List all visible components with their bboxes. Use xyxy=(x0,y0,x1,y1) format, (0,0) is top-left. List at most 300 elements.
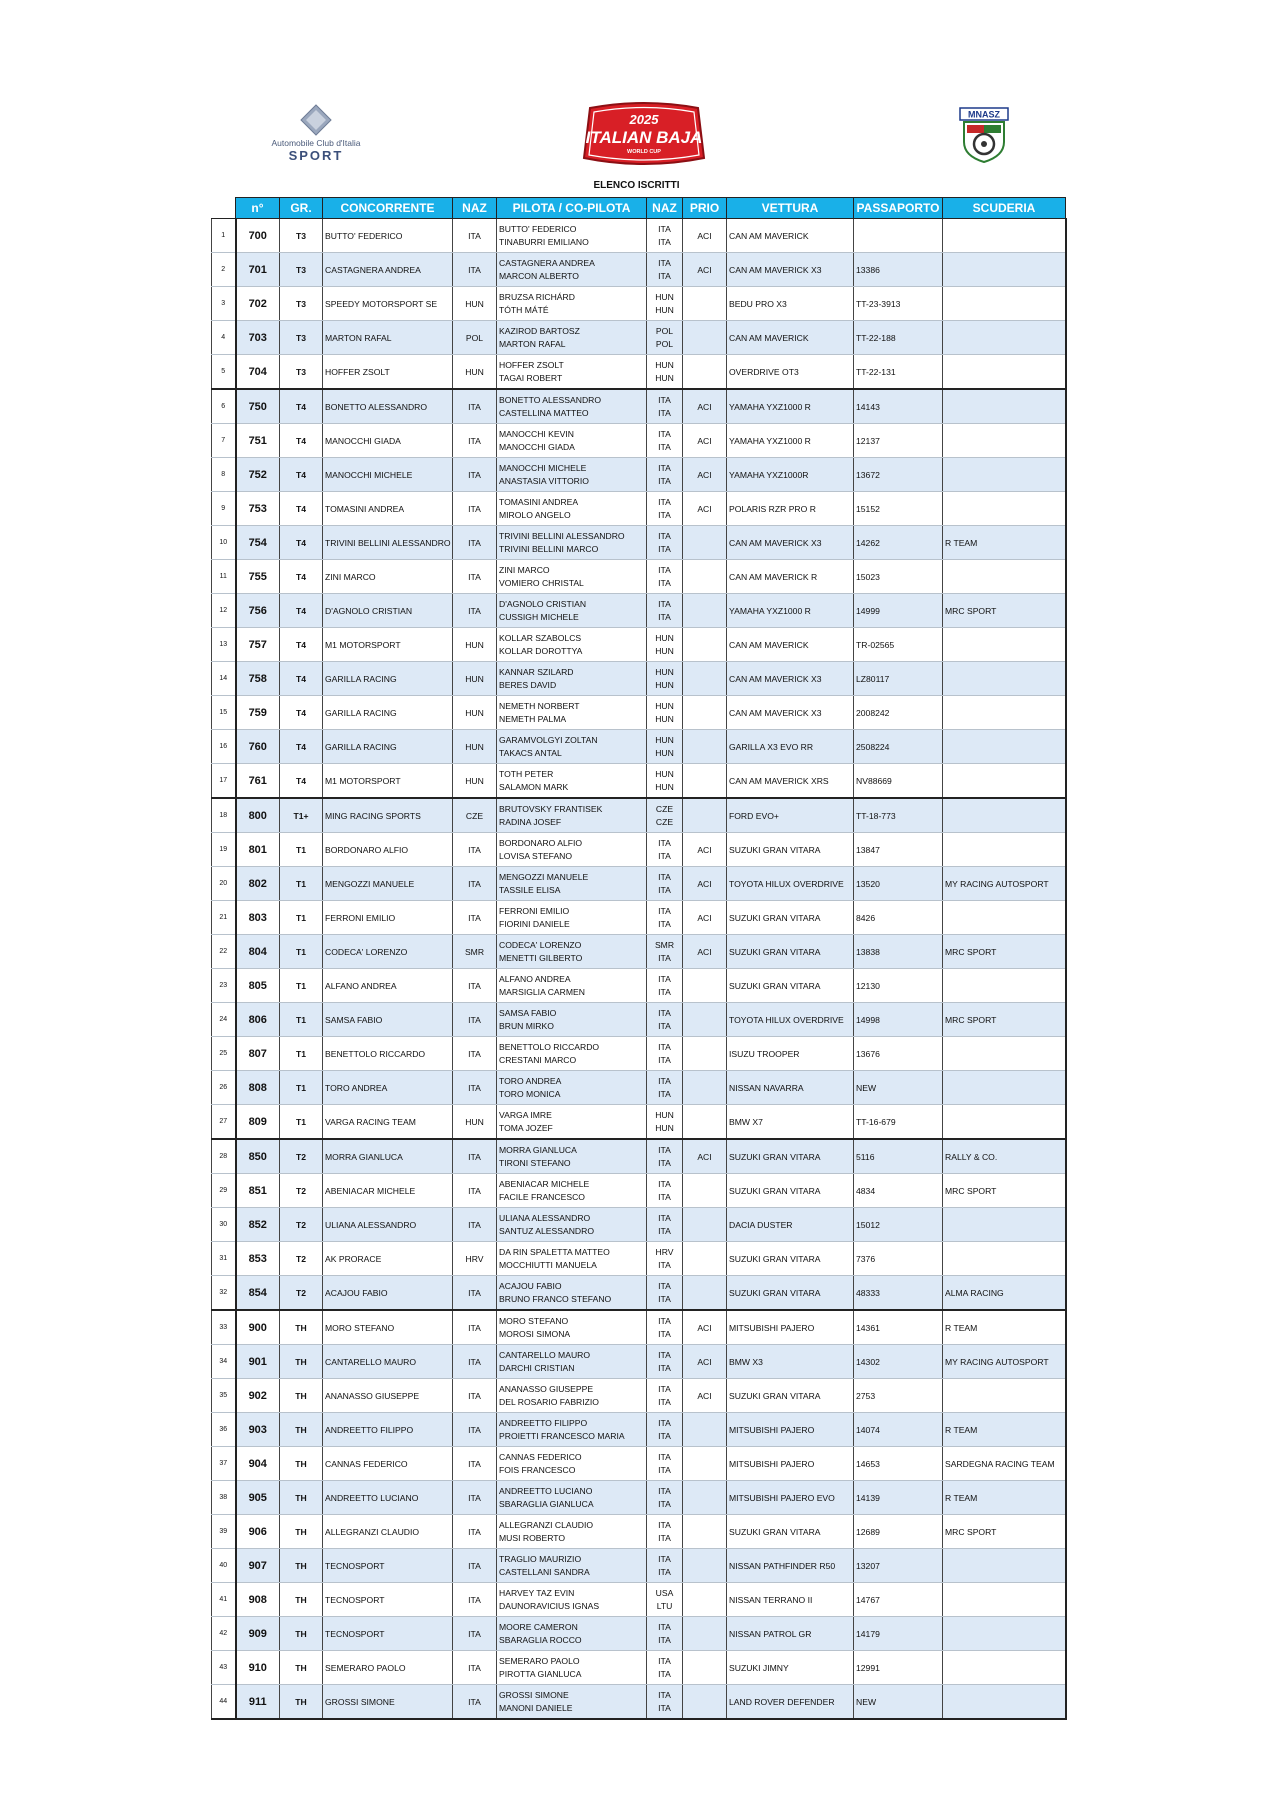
codriver-name: TOMA JOZEF xyxy=(499,1122,553,1133)
driver-name: GROSSI SIMONE xyxy=(499,1689,569,1700)
table-row xyxy=(212,287,1066,321)
driver-name: VARGA IMRE xyxy=(499,1109,552,1120)
codriver-name: MARCON ALBERTO xyxy=(499,270,579,281)
driver-nationality: ITA xyxy=(658,1315,671,1326)
cell-driver-codriver xyxy=(497,662,647,696)
codriver-name: TRIVINI BELLINI MARCO xyxy=(499,543,599,554)
cell-driver-codriver xyxy=(497,1037,647,1071)
cell-vehicle: CAN AM MAVERICK R xyxy=(727,560,854,594)
codriver-nationality: ITA xyxy=(658,918,671,929)
codriver-nationality: ITA xyxy=(658,1157,671,1168)
driver-nationality: ITA xyxy=(658,1655,671,1666)
cell-crew-nationality xyxy=(647,798,683,833)
cell-vehicle: SUZUKI GRAN VITARA xyxy=(727,1242,854,1276)
table-row xyxy=(212,1071,1066,1105)
codriver-nationality: ITA xyxy=(658,236,671,247)
driver-name: TRAGLIO MAURIZIO xyxy=(499,1553,582,1564)
cell-row-index: 14 xyxy=(212,662,236,696)
cell-competitor-nationality: ITA xyxy=(453,1481,497,1515)
cell-team xyxy=(943,1037,1066,1071)
cell-group: T1 xyxy=(280,969,323,1003)
cell-passport: 14139 xyxy=(854,1481,943,1515)
codriver-nationality: HUN xyxy=(655,645,674,656)
cell-group: T4 xyxy=(280,696,323,730)
cell-team xyxy=(943,1549,1066,1583)
driver-name: TRIVINI BELLINI ALESSANDRO xyxy=(499,530,625,541)
cell-group: T3 xyxy=(280,219,323,253)
cell-row-index: 20 xyxy=(212,867,236,901)
codriver-name: MOROSI SIMONA xyxy=(499,1328,571,1339)
cell-entry-number: 802 xyxy=(236,867,280,901)
driver-nationality: ITA xyxy=(658,837,671,848)
cell-driver-codriver xyxy=(497,287,647,321)
cell-entry-number: 906 xyxy=(236,1515,280,1549)
cell-driver-codriver xyxy=(497,696,647,730)
cell-crew-nationality xyxy=(647,935,683,969)
table-row xyxy=(212,662,1066,696)
cell-entry-number: 908 xyxy=(236,1583,280,1617)
codriver-name: TAKACS ANTAL xyxy=(499,747,562,758)
cell-team: MY RACING AUTOSPORT xyxy=(943,867,1066,901)
cell-row-index: 4 xyxy=(212,321,236,355)
cell-team: ALMA RACING xyxy=(943,1276,1066,1311)
cell-team: R TEAM xyxy=(943,1413,1066,1447)
cell-row-index: 29 xyxy=(212,1174,236,1208)
cell-competitor-nationality: ITA xyxy=(453,389,497,424)
cell-row-index: 9 xyxy=(212,492,236,526)
cell-passport: 14361 xyxy=(854,1310,943,1345)
cell-priority xyxy=(683,798,727,833)
codriver-nationality: ITA xyxy=(658,850,671,861)
cell-vehicle: NISSAN PATHFINDER R50 xyxy=(727,1549,854,1583)
driver-name: BENETTOLO RICCARDO xyxy=(499,1041,600,1052)
driver-name: FERRONI EMILIO xyxy=(499,905,570,916)
table-row xyxy=(212,1310,1066,1345)
driver-name: BORDONARO ALFIO xyxy=(499,837,583,848)
baja-name-text: ITALIAN BAJA xyxy=(585,128,703,147)
cell-crew-nationality xyxy=(647,321,683,355)
table-row xyxy=(212,355,1066,390)
mnasz-text: MNASZ xyxy=(968,109,1000,120)
codriver-name: SANTUZ ALESSANDRO xyxy=(499,1225,595,1236)
cell-entry-number: 755 xyxy=(236,560,280,594)
cell-driver-codriver xyxy=(497,935,647,969)
cell-crew-nationality xyxy=(647,1105,683,1140)
cell-row-index: 3 xyxy=(212,287,236,321)
header-vehicle: VETTURA xyxy=(727,198,854,219)
table-row xyxy=(212,1413,1066,1447)
cell-driver-codriver xyxy=(497,1003,647,1037)
cell-passport: TT-22-188 xyxy=(854,321,943,355)
cell-priority: ACI xyxy=(683,1310,727,1345)
cell-row-index: 33 xyxy=(212,1310,236,1345)
cell-vehicle: GARILLA X3 EVO RR xyxy=(727,730,854,764)
codriver-name: CRESTANI MARCO xyxy=(499,1054,577,1065)
cell-row-index: 21 xyxy=(212,901,236,935)
cell-crew-nationality xyxy=(647,1413,683,1447)
codriver-nationality: ITA xyxy=(658,1054,671,1065)
cell-priority: ACI xyxy=(683,424,727,458)
table-row xyxy=(212,1003,1066,1037)
driver-nationality: ITA xyxy=(658,1075,671,1086)
cell-driver-codriver xyxy=(497,1617,647,1651)
driver-name: MOORE CAMERON xyxy=(499,1621,578,1632)
cell-row-index: 23 xyxy=(212,969,236,1003)
cell-competitor-nationality: ITA xyxy=(453,1276,497,1311)
codriver-name: TORO MONICA xyxy=(499,1088,561,1099)
cell-passport: TT-23-3913 xyxy=(854,287,943,321)
cell-competitor-nationality: ITA xyxy=(453,253,497,287)
cell-driver-codriver xyxy=(497,628,647,662)
cell-competitor-nationality: HUN xyxy=(453,1105,497,1140)
cell-passport: 13386 xyxy=(854,253,943,287)
cell-group: T4 xyxy=(280,594,323,628)
cell-group: T4 xyxy=(280,458,323,492)
table-row xyxy=(212,935,1066,969)
table-row xyxy=(212,1345,1066,1379)
cell-competitor-nationality: ITA xyxy=(453,1515,497,1549)
driver-nationality: ITA xyxy=(658,1689,671,1700)
cell-competitor: TECNOSPORT xyxy=(323,1549,453,1583)
cell-priority: ACI xyxy=(683,1139,727,1174)
driver-name: GARAMVOLGYI ZOLTAN xyxy=(499,734,598,745)
cell-entry-number: 751 xyxy=(236,424,280,458)
cell-crew-nationality xyxy=(647,1242,683,1276)
cell-crew-nationality xyxy=(647,969,683,1003)
cell-group: TH xyxy=(280,1651,323,1685)
cell-passport: 13672 xyxy=(854,458,943,492)
cell-vehicle: CAN AM MAVERICK xyxy=(727,321,854,355)
cell-driver-codriver xyxy=(497,1515,647,1549)
table-row xyxy=(212,321,1066,355)
cell-competitor-nationality: ITA xyxy=(453,1037,497,1071)
cell-row-index: 5 xyxy=(212,355,236,390)
codriver-name: RADINA JOSEF xyxy=(499,816,562,827)
cell-vehicle: CAN AM MAVERICK XRS xyxy=(727,764,854,799)
cell-competitor-nationality: ITA xyxy=(453,1651,497,1685)
cell-driver-codriver xyxy=(497,253,647,287)
cell-row-index: 8 xyxy=(212,458,236,492)
cell-entry-number: 904 xyxy=(236,1447,280,1481)
cell-competitor-nationality: HUN xyxy=(453,662,497,696)
driver-name: HARVEY TAZ EVIN xyxy=(499,1587,575,1598)
table-row xyxy=(212,1447,1066,1481)
cell-vehicle: DACIA DUSTER xyxy=(727,1208,854,1242)
cell-team: R TEAM xyxy=(943,1310,1066,1345)
driver-nationality: ITA xyxy=(658,871,671,882)
cell-priority xyxy=(683,321,727,355)
cell-team xyxy=(943,424,1066,458)
cell-row-index: 11 xyxy=(212,560,236,594)
cell-crew-nationality xyxy=(647,219,683,253)
codriver-name: TINABURRI EMILIANO xyxy=(499,236,589,247)
cell-team: MRC SPORT xyxy=(943,1003,1066,1037)
cell-passport: 4834 xyxy=(854,1174,943,1208)
cell-competitor: GARILLA RACING xyxy=(323,730,453,764)
cell-priority xyxy=(683,355,727,390)
aci-diamond-icon xyxy=(300,104,332,136)
cell-team xyxy=(943,662,1066,696)
cell-row-index: 27 xyxy=(212,1105,236,1140)
cell-entry-number: 852 xyxy=(236,1208,280,1242)
codriver-name: DAUNORAVICIUS IGNAS xyxy=(499,1600,600,1611)
header-blank xyxy=(212,198,236,219)
cell-passport: NEW xyxy=(854,1071,943,1105)
driver-nationality: ITA xyxy=(658,1621,671,1632)
cell-driver-codriver xyxy=(497,1276,647,1311)
codriver-nationality: ITA xyxy=(658,986,671,997)
cell-vehicle: FORD EVO+ xyxy=(727,798,854,833)
cell-vehicle: MITSUBISHI PAJERO xyxy=(727,1310,854,1345)
driver-nationality: ITA xyxy=(658,428,671,439)
cell-driver-codriver xyxy=(497,901,647,935)
codriver-nationality: HUN xyxy=(655,372,674,383)
driver-name: MANOCCHI KEVIN xyxy=(499,428,574,439)
codriver-nationality: ITA xyxy=(658,1362,671,1373)
driver-nationality: ITA xyxy=(658,1451,671,1462)
cell-priority xyxy=(683,1617,727,1651)
cell-entry-number: 854 xyxy=(236,1276,280,1311)
driver-nationality: HUN xyxy=(655,1109,674,1120)
cell-passport: 13207 xyxy=(854,1549,943,1583)
cell-priority: ACI xyxy=(683,935,727,969)
cell-priority: ACI xyxy=(683,253,727,287)
cell-competitor: SAMSA FABIO xyxy=(323,1003,453,1037)
table-row xyxy=(212,867,1066,901)
cell-row-index: 36 xyxy=(212,1413,236,1447)
cell-crew-nationality xyxy=(647,662,683,696)
cell-crew-nationality xyxy=(647,526,683,560)
driver-name: MANOCCHI MICHELE xyxy=(499,462,587,473)
table-row xyxy=(212,458,1066,492)
cell-priority xyxy=(683,594,727,628)
cell-vehicle: CAN AM MAVERICK X3 xyxy=(727,662,854,696)
driver-nationality: ITA xyxy=(658,462,671,473)
codriver-name: PROIETTI FRANCESCO MARIA xyxy=(499,1430,625,1441)
cell-competitor: GROSSI SIMONE xyxy=(323,1685,453,1720)
cell-team xyxy=(943,321,1066,355)
cell-entry-number: 911 xyxy=(236,1685,280,1720)
cell-team xyxy=(943,1651,1066,1685)
cell-competitor: MORRA GIANLUCA xyxy=(323,1139,453,1174)
cell-team xyxy=(943,1208,1066,1242)
table-row xyxy=(212,1276,1066,1311)
cell-team xyxy=(943,969,1066,1003)
table-row xyxy=(212,1174,1066,1208)
cell-row-index: 37 xyxy=(212,1447,236,1481)
cell-passport: 13676 xyxy=(854,1037,943,1071)
driver-nationality: ITA xyxy=(658,496,671,507)
cell-competitor-nationality: CZE xyxy=(453,798,497,833)
cell-driver-codriver xyxy=(497,1208,647,1242)
driver-name: CANTARELLO MAURO xyxy=(499,1349,591,1360)
codriver-name: CUSSIGH MICHELE xyxy=(499,611,579,622)
cell-team: MRC SPORT xyxy=(943,1515,1066,1549)
cell-priority xyxy=(683,526,727,560)
driver-name: KAZIROD BARTOSZ xyxy=(499,325,580,336)
cell-entry-number: 703 xyxy=(236,321,280,355)
cell-crew-nationality xyxy=(647,389,683,424)
cell-team xyxy=(943,833,1066,867)
codriver-name: CASTELLINA MATTEO xyxy=(499,407,589,418)
cell-team: R TEAM xyxy=(943,526,1066,560)
codriver-nationality: ITA xyxy=(658,441,671,452)
driver-nationality: HUN xyxy=(655,700,674,711)
cell-row-index: 40 xyxy=(212,1549,236,1583)
cell-competitor: AK PRORACE xyxy=(323,1242,453,1276)
cell-competitor-nationality: ITA xyxy=(453,1583,497,1617)
cell-passport: 5116 xyxy=(854,1139,943,1174)
driver-nationality: HUN xyxy=(655,666,674,677)
cell-passport: 14179 xyxy=(854,1617,943,1651)
cell-vehicle: POLARIS RZR PRO R xyxy=(727,492,854,526)
cell-team xyxy=(943,1583,1066,1617)
cell-competitor-nationality: ITA xyxy=(453,1685,497,1720)
cell-row-index: 16 xyxy=(212,730,236,764)
driver-nationality: ITA xyxy=(658,598,671,609)
driver-name: ACAJOU FABIO xyxy=(499,1280,562,1291)
cell-competitor-nationality: ITA xyxy=(453,867,497,901)
cell-crew-nationality xyxy=(647,833,683,867)
document-title: ELENCO ISCRITTI xyxy=(593,180,680,191)
cell-group: T4 xyxy=(280,764,323,799)
cell-competitor: MENGOZZI MANUELE xyxy=(323,867,453,901)
codriver-name: PIROTTA GIANLUCA xyxy=(499,1668,582,1679)
header-number: n° xyxy=(236,198,280,219)
cell-group: TH xyxy=(280,1549,323,1583)
cell-group: T1 xyxy=(280,867,323,901)
driver-name: TOMASINI ANDREA xyxy=(499,496,579,507)
cell-entry-number: 910 xyxy=(236,1651,280,1685)
driver-name: MENGOZZI MANUELE xyxy=(499,871,589,882)
cell-entry-number: 753 xyxy=(236,492,280,526)
cell-group: T3 xyxy=(280,321,323,355)
cell-competitor-nationality: ITA xyxy=(453,1174,497,1208)
cell-driver-codriver xyxy=(497,458,647,492)
cell-crew-nationality xyxy=(647,492,683,526)
cell-priority xyxy=(683,1685,727,1720)
codriver-nationality: HUN xyxy=(655,713,674,724)
cell-group: T4 xyxy=(280,424,323,458)
cell-vehicle: YAMAHA YXZ1000 R xyxy=(727,389,854,424)
codriver-nationality: ITA xyxy=(658,475,671,486)
driver-name: DA RIN SPALETTA MATTEO xyxy=(499,1246,610,1257)
cell-group: T1 xyxy=(280,1105,323,1140)
codriver-nationality: HUN xyxy=(655,679,674,690)
codriver-nationality: ITA xyxy=(658,1702,671,1713)
cell-passport: 15152 xyxy=(854,492,943,526)
cell-group: TH xyxy=(280,1345,323,1379)
cell-crew-nationality xyxy=(647,1310,683,1345)
cell-entry-number: 803 xyxy=(236,901,280,935)
driver-nationality: USA xyxy=(655,1587,674,1598)
table-row xyxy=(212,492,1066,526)
cell-competitor-nationality: ITA xyxy=(453,526,497,560)
driver-nationality: CZE xyxy=(655,803,674,814)
driver-nationality: ITA xyxy=(658,257,671,268)
table-row xyxy=(212,1139,1066,1174)
cell-competitor: ACAJOU FABIO xyxy=(323,1276,453,1311)
codriver-name: SALAMON MARK xyxy=(499,781,569,792)
cell-driver-codriver xyxy=(497,1481,647,1515)
cell-entry-number: 701 xyxy=(236,253,280,287)
cell-row-index: 34 xyxy=(212,1345,236,1379)
cell-entry-number: 903 xyxy=(236,1413,280,1447)
cell-row-index: 24 xyxy=(212,1003,236,1037)
cell-entry-number: 757 xyxy=(236,628,280,662)
codriver-nationality: ITA xyxy=(658,1464,671,1475)
cell-crew-nationality xyxy=(647,355,683,390)
cell-entry-number: 756 xyxy=(236,594,280,628)
cell-group: T2 xyxy=(280,1174,323,1208)
cell-vehicle: CAN AM MAVERICK X3 xyxy=(727,696,854,730)
cell-competitor-nationality: ITA xyxy=(453,1139,497,1174)
cell-competitor-nationality: HUN xyxy=(453,696,497,730)
driver-name: ALLEGRANZI CLAUDIO xyxy=(499,1519,594,1530)
cell-priority: ACI xyxy=(683,867,727,901)
cell-competitor-nationality: ITA xyxy=(453,1071,497,1105)
cell-entry-number: 909 xyxy=(236,1617,280,1651)
cell-team: MRC SPORT xyxy=(943,935,1066,969)
table-row xyxy=(212,628,1066,662)
cell-competitor-nationality: ITA xyxy=(453,1549,497,1583)
cell-team xyxy=(943,730,1066,764)
cell-group: T4 xyxy=(280,730,323,764)
codriver-nationality: LTU xyxy=(656,1600,673,1611)
codriver-nationality: ITA xyxy=(658,952,671,963)
cell-competitor: ANANASSO GIUSEPPE xyxy=(323,1379,453,1413)
driver-name: BRUZSA RICHÁRD xyxy=(499,291,575,302)
codriver-name: TÓTH MÁTÉ xyxy=(499,304,549,315)
codriver-name: MUSI ROBERTO xyxy=(499,1532,566,1543)
cell-crew-nationality xyxy=(647,253,683,287)
cell-driver-codriver xyxy=(497,1413,647,1447)
cell-priority xyxy=(683,1549,727,1583)
cell-crew-nationality xyxy=(647,1208,683,1242)
baja-sub-text: WORLD CUP xyxy=(627,149,661,155)
codriver-name: SBARAGLIA ROCCO xyxy=(499,1634,582,1645)
cell-competitor-nationality: HUN xyxy=(453,355,497,390)
cell-driver-codriver xyxy=(497,730,647,764)
codriver-name: BERES DAVID xyxy=(499,679,557,690)
cell-competitor: MANOCCHI GIADA xyxy=(323,424,453,458)
cell-passport: 48333 xyxy=(854,1276,943,1311)
cell-crew-nationality xyxy=(647,560,683,594)
cell-competitor: GARILLA RACING xyxy=(323,662,453,696)
codriver-name: TIRONI STEFANO xyxy=(499,1157,571,1168)
cell-driver-codriver xyxy=(497,492,647,526)
table-row xyxy=(212,730,1066,764)
cell-row-index: 1 xyxy=(212,219,236,253)
cell-priority: ACI xyxy=(683,492,727,526)
cell-team xyxy=(943,560,1066,594)
cell-priority xyxy=(683,1651,727,1685)
codriver-nationality: ITA xyxy=(658,1293,671,1304)
cell-crew-nationality xyxy=(647,1139,683,1174)
cell-group: T4 xyxy=(280,492,323,526)
cell-competitor: BUTTO' FEDERICO xyxy=(323,219,453,253)
cell-competitor: BONETTO ALESSANDRO xyxy=(323,389,453,424)
driver-name: ABENIACAR MICHELE xyxy=(499,1178,590,1189)
cell-competitor: ALLEGRANZI CLAUDIO xyxy=(323,1515,453,1549)
cell-team xyxy=(943,492,1066,526)
cell-vehicle: CAN AM MAVERICK xyxy=(727,628,854,662)
cell-entry-number: 900 xyxy=(236,1310,280,1345)
driver-name: CANNAS FEDERICO xyxy=(499,1451,582,1462)
cell-competitor: TRIVINI BELLINI ALESSANDRO xyxy=(323,526,453,560)
codriver-nationality: ITA xyxy=(658,1225,671,1236)
cell-vehicle: OVERDRIVE OT3 xyxy=(727,355,854,390)
